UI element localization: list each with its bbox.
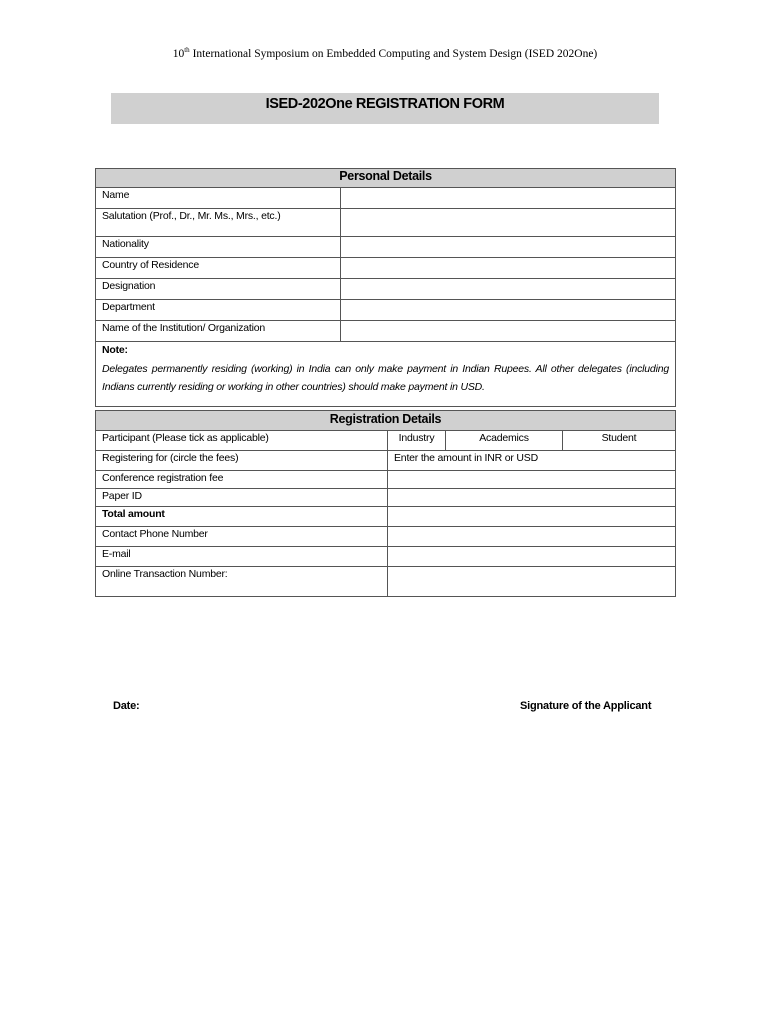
field-label-registration-fee: Conference registration fee <box>96 471 388 489</box>
field-label-designation: Designation <box>96 279 341 300</box>
personal-details-table <box>95 168 676 407</box>
field-label-institution: Name of the Institution/ Organization <box>96 321 341 342</box>
field-label-transaction-number: Online Transaction Number: <box>96 567 388 597</box>
field-input-salutation[interactable] <box>341 209 676 237</box>
field-label-salutation: Salutation (Prof., Dr., Mr. Ms., Mrs., etc.) <box>96 209 341 237</box>
field-input-institution[interactable] <box>341 321 676 342</box>
date-label: Date: <box>113 700 140 712</box>
field-input-contact-phone[interactable] <box>388 527 676 547</box>
header-sup: th <box>184 46 190 54</box>
field-input-registration-fee[interactable] <box>388 471 676 489</box>
registration-details-heading: Registration Details <box>96 411 676 431</box>
field-input-nationality[interactable] <box>341 237 676 258</box>
field-label-email: E-mail <box>96 547 388 567</box>
header-prefix: 10 <box>172 47 185 60</box>
field-label-department: Department <box>96 300 341 321</box>
option-academics[interactable]: Academics <box>446 431 563 451</box>
field-input-designation[interactable] <box>341 279 676 300</box>
symposium-header <box>0 46 770 60</box>
registering-for-label: Registering for (circle the fees) <box>96 451 388 471</box>
signature-label: Signature of the Applicant <box>520 700 652 712</box>
amount-hint: Enter the amount in INR or USD <box>388 451 676 471</box>
field-input-transaction-number[interactable] <box>388 567 676 597</box>
field-label-name: Name <box>96 188 341 209</box>
registration-details-table <box>95 410 676 597</box>
field-label-paper-id: Paper ID <box>96 489 388 507</box>
option-student[interactable]: Student <box>563 431 676 451</box>
form-title-bar <box>111 93 659 124</box>
field-input-email[interactable] <box>388 547 676 567</box>
field-input-paper-id[interactable] <box>388 489 676 507</box>
field-input-department[interactable] <box>341 300 676 321</box>
field-input-country[interactable] <box>341 258 676 279</box>
form-title: ISED-202One REGISTRATION FORM <box>265 96 505 112</box>
personal-details-heading: Personal Details <box>96 169 676 188</box>
field-input-name[interactable] <box>341 188 676 209</box>
note-title: Note: <box>102 344 128 356</box>
field-label-country: Country of Residence <box>96 258 341 279</box>
option-industry[interactable]: Industry <box>388 431 446 451</box>
field-label-total-amount: Total amount <box>96 507 388 527</box>
header-text: International Symposium on Embedded Computing and System Design (ISED 202One) <box>189 47 598 60</box>
payment-note <box>96 342 676 407</box>
field-label-nationality: Nationality <box>96 237 341 258</box>
note-text: Delegates permanently residing (working) in India can only make payment in Indian Rupees. All other delegates (including Indians currently residing or working in other countries) should make payment in USD. <box>102 363 669 393</box>
participant-label: Participant (Please tick as applicable) <box>96 431 388 451</box>
field-label-contact-phone: Contact Phone Number <box>96 527 388 547</box>
field-input-total-amount[interactable] <box>388 507 676 527</box>
